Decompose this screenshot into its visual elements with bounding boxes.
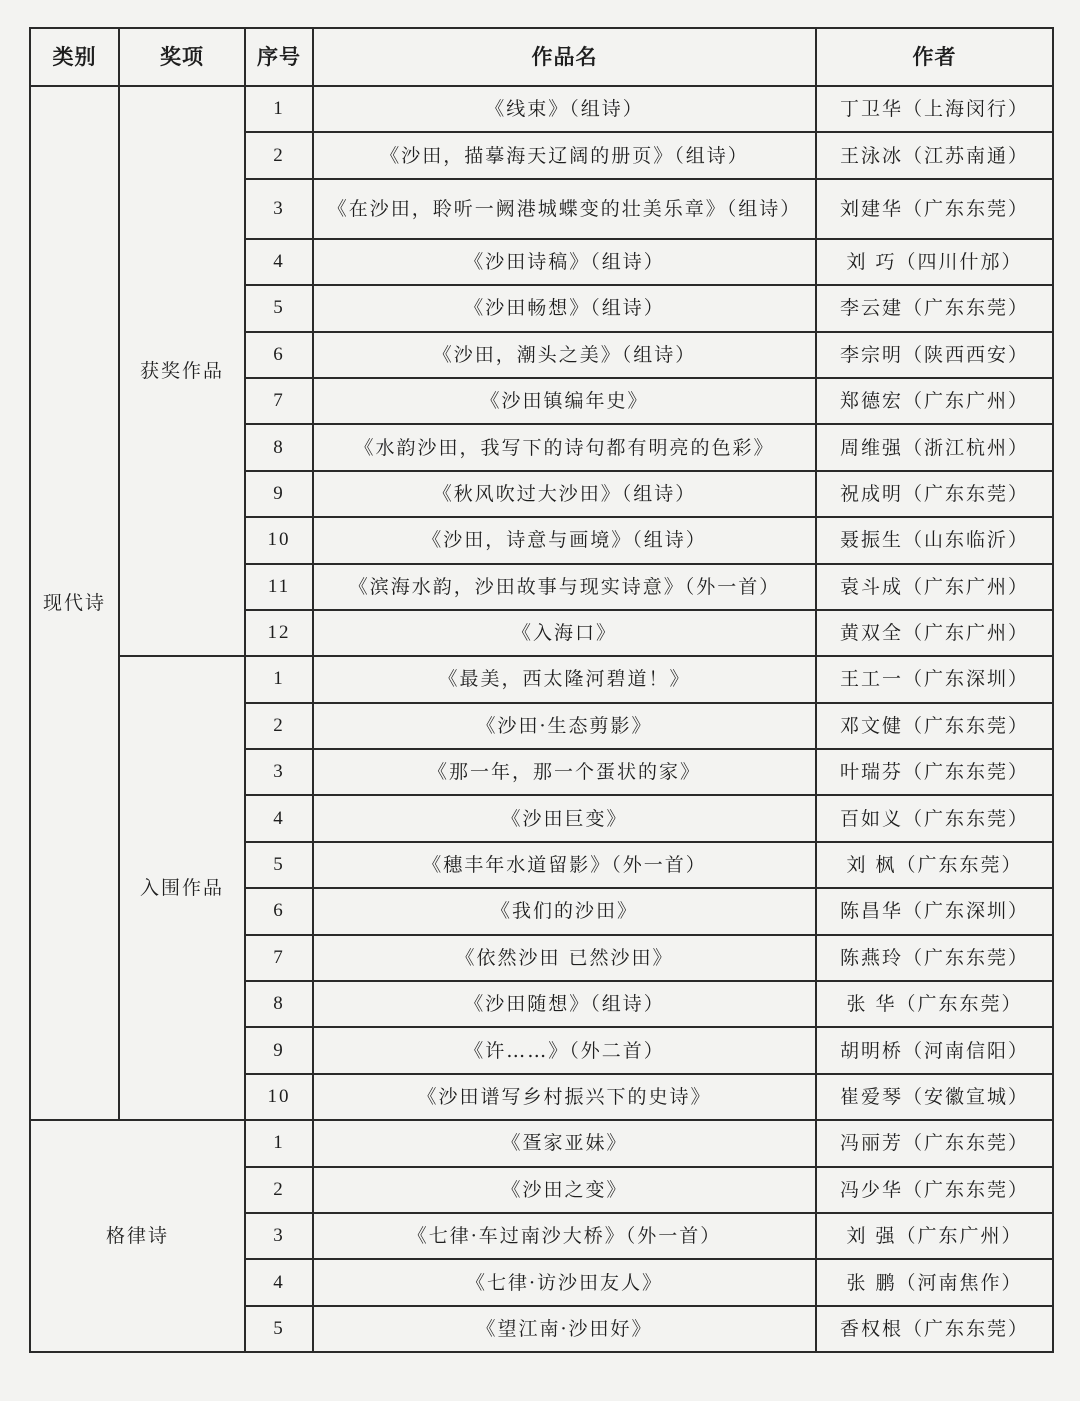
index-cell: 3 — [245, 749, 313, 795]
awards-table — [29, 27, 1054, 1353]
index-cell: 9 — [245, 471, 313, 517]
title-cell: 《穗丰年水道留影》（外一首） — [313, 842, 816, 888]
author-cell: 祝成明（广东东莞） — [816, 471, 1053, 517]
index-cell: 4 — [245, 1259, 313, 1305]
table-row — [30, 656, 1053, 702]
title-cell: 《七律·访沙田友人》 — [313, 1259, 816, 1305]
author-cell: 李云建（广东东莞） — [816, 285, 1053, 331]
title-cell: 《望江南·沙田好》 — [313, 1306, 816, 1352]
title-cell: 《入海口》 — [313, 610, 816, 656]
author-cell: 陈燕玲（广东东莞） — [816, 935, 1053, 981]
author-cell: 黄双全（广东广州） — [816, 610, 1053, 656]
author-cell: 刘建华（广东东莞） — [816, 179, 1053, 239]
index-cell: 4 — [245, 239, 313, 285]
author-cell: 胡明桥（河南信阳） — [816, 1027, 1053, 1073]
author-cell: 王工一（广东深圳） — [816, 656, 1053, 702]
title-cell: 《在沙田，聆听一阙港城蝶变的壮美乐章》（组诗） — [313, 179, 816, 239]
title-cell: 《沙田，描摹海天辽阔的册页》（组诗） — [313, 132, 816, 178]
author-cell: 张 华（广东东莞） — [816, 981, 1053, 1027]
title-cell: 《许……》（外二首） — [313, 1027, 816, 1073]
author-cell: 刘 枫（广东东莞） — [816, 842, 1053, 888]
author-cell: 百如义（广东东莞） — [816, 795, 1053, 841]
index-cell: 11 — [245, 564, 313, 610]
index-cell: 7 — [245, 935, 313, 981]
index-cell: 12 — [245, 610, 313, 656]
author-cell: 刘 强（广东广州） — [816, 1213, 1053, 1259]
index-cell: 1 — [245, 656, 313, 702]
author-cell: 郑德宏（广东广州） — [816, 378, 1053, 424]
index-cell: 5 — [245, 285, 313, 331]
index-cell: 10 — [245, 517, 313, 563]
title-cell: 《沙田镇编年史》 — [313, 378, 816, 424]
title-cell: 《我们的沙田》 — [313, 888, 816, 934]
index-cell: 6 — [245, 888, 313, 934]
title-cell: 《秋风吹过大沙田》（组诗） — [313, 471, 816, 517]
author-cell: 刘 巧（四川什邡） — [816, 239, 1053, 285]
index-cell: 5 — [245, 842, 313, 888]
index-cell: 8 — [245, 424, 313, 470]
author-cell: 王泳冰（江苏南通） — [816, 132, 1053, 178]
index-cell: 7 — [245, 378, 313, 424]
category-cell: 格律诗 — [30, 1120, 245, 1352]
header-award: 奖项 — [119, 28, 245, 86]
title-cell: 《沙田谱写乡村振兴下的史诗》 — [313, 1074, 816, 1120]
table-body — [30, 86, 1053, 1352]
title-cell: 《沙田畅想》（组诗） — [313, 285, 816, 331]
table-row — [30, 86, 1053, 132]
author-cell: 叶瑞芬（广东东莞） — [816, 749, 1053, 795]
author-cell: 香权根（广东东莞） — [816, 1306, 1053, 1352]
header-category: 类别 — [30, 28, 119, 86]
index-cell: 1 — [245, 1120, 313, 1166]
index-cell: 6 — [245, 332, 313, 378]
table-row — [30, 1120, 1053, 1166]
title-cell: 《线束》（组诗） — [313, 86, 816, 132]
index-cell: 4 — [245, 795, 313, 841]
title-cell: 《疍家亚妹》 — [313, 1120, 816, 1166]
index-cell: 10 — [245, 1074, 313, 1120]
title-cell: 《沙田巨变》 — [313, 795, 816, 841]
author-cell: 周维强（浙江杭州） — [816, 424, 1053, 470]
title-cell: 《水韵沙田，我写下的诗句都有明亮的色彩》 — [313, 424, 816, 470]
header-author: 作者 — [816, 28, 1053, 86]
table-header-row — [30, 28, 1053, 86]
category-cell: 现代诗 — [30, 86, 119, 1120]
author-cell: 袁斗成（广东广州） — [816, 564, 1053, 610]
title-cell: 《沙田之变》 — [313, 1167, 816, 1213]
title-cell: 《沙田，诗意与画境》（组诗） — [313, 517, 816, 563]
index-cell: 2 — [245, 132, 313, 178]
index-cell: 2 — [245, 703, 313, 749]
index-cell: 2 — [245, 1167, 313, 1213]
title-cell: 《那一年，那一个蛋状的家》 — [313, 749, 816, 795]
title-cell: 《沙田随想》（组诗） — [313, 981, 816, 1027]
title-cell: 《沙田诗稿》（组诗） — [313, 239, 816, 285]
author-cell: 丁卫华（上海闵行） — [816, 86, 1053, 132]
title-cell: 《沙田·生态剪影》 — [313, 703, 816, 749]
title-cell: 《滨海水韵，沙田故事与现实诗意》（外一首） — [313, 564, 816, 610]
author-cell: 邓文健（广东东莞） — [816, 703, 1053, 749]
title-cell: 《依然沙田 已然沙田》 — [313, 935, 816, 981]
title-cell: 《沙田，潮头之美》（组诗） — [313, 332, 816, 378]
author-cell: 聂振生（山东临沂） — [816, 517, 1053, 563]
award-cell: 入围作品 — [119, 656, 245, 1120]
title-cell: 《最美，西太隆河碧道！》 — [313, 656, 816, 702]
index-cell: 5 — [245, 1306, 313, 1352]
author-cell: 冯丽芳（广东东莞） — [816, 1120, 1053, 1166]
author-cell: 张 鹏（河南焦作） — [816, 1259, 1053, 1305]
author-cell: 崔爱琴（安徽宣城） — [816, 1074, 1053, 1120]
index-cell: 1 — [245, 86, 313, 132]
header-title: 作品名 — [313, 28, 816, 86]
award-cell: 获奖作品 — [119, 86, 245, 656]
author-cell: 李宗明（陕西西安） — [816, 332, 1053, 378]
index-cell: 3 — [245, 179, 313, 239]
author-cell: 陈昌华（广东深圳） — [816, 888, 1053, 934]
index-cell: 3 — [245, 1213, 313, 1259]
title-cell: 《七律·车过南沙大桥》（外一首） — [313, 1213, 816, 1259]
index-cell: 8 — [245, 981, 313, 1027]
header-index: 序号 — [245, 28, 313, 86]
index-cell: 9 — [245, 1027, 313, 1073]
author-cell: 冯少华（广东东莞） — [816, 1167, 1053, 1213]
